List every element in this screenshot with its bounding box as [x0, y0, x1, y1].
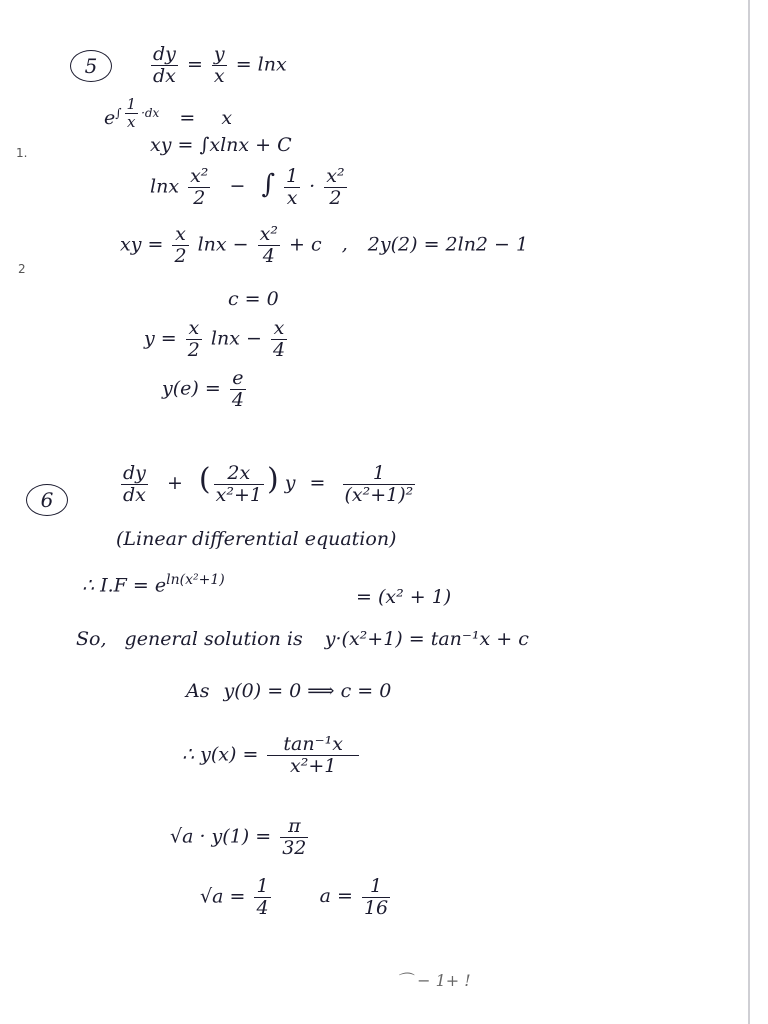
q5-line-2 — [104, 96, 232, 130]
equals: = — [179, 106, 196, 129]
x: x — [286, 186, 298, 209]
exponent: ln(x²+1) — [166, 572, 225, 588]
dy: dy — [123, 461, 146, 484]
dx: ·dx — [141, 105, 160, 120]
x-squared: x² — [190, 165, 209, 187]
q5-line-1 — [148, 44, 287, 87]
four: 4 — [272, 338, 286, 361]
q5-line-7 — [144, 318, 290, 361]
four: 4 — [256, 896, 269, 919]
q6-line-7 — [182, 734, 362, 777]
x: x — [127, 112, 136, 131]
lnx: lnx — [150, 175, 180, 198]
two: 2 — [193, 186, 206, 209]
q6-line-8 — [170, 816, 311, 859]
q5-line-6: c = 0 — [228, 288, 279, 310]
x: x — [172, 224, 188, 246]
bottom-scribble: ⌒ − 1+ ! — [396, 971, 471, 990]
y-equals: y = — [144, 327, 177, 350]
thirty-two: 32 — [282, 836, 307, 859]
condition: y(0) = 0 ⟹ c = 0 — [223, 680, 392, 702]
y-of-e: y(e) = — [162, 377, 221, 400]
x-denominator: x — [213, 64, 225, 87]
q6-line-4: = (x² + 1) — [356, 586, 452, 608]
comma: , — [341, 233, 348, 256]
q6-line-5 — [76, 628, 529, 651]
initial-condition: 2y(2) = 2ln2 − 1 — [367, 233, 529, 256]
one: 1 — [343, 463, 416, 485]
two: 2 — [187, 338, 200, 361]
pi: π — [280, 816, 308, 838]
x-squared-plus-1-squared: (x²+1)² — [344, 483, 414, 506]
close-paren: ) — [266, 462, 279, 497]
dot: · — [309, 175, 316, 198]
one: 1 — [256, 875, 269, 897]
a-equals: a = — [319, 885, 353, 908]
q6-line-3 — [82, 572, 225, 597]
plus: + — [166, 472, 183, 494]
four: 4 — [231, 388, 244, 411]
plus-c: + c — [289, 233, 322, 256]
two: 2 — [329, 186, 342, 209]
equals: = — [309, 472, 326, 494]
equals: = — [186, 53, 203, 76]
y-of-x-equals: ∴ y(x) = — [182, 743, 259, 766]
sqrt-a-equals: √a = — [200, 885, 246, 908]
y-numerator: y — [213, 43, 225, 65]
q5-line-8 — [162, 368, 249, 411]
x: x — [186, 318, 202, 340]
dy: dy — [153, 43, 176, 65]
x-squared: x² — [326, 165, 345, 187]
x: x — [221, 106, 233, 129]
one: 1 — [126, 95, 137, 113]
y: y — [284, 472, 296, 494]
sixteen: 16 — [363, 896, 389, 919]
q5-line-5 — [120, 224, 528, 267]
integral: ∫ — [115, 105, 122, 120]
q6-line-2: (Linear differential equation) — [116, 528, 397, 550]
lnx: = lnx — [235, 53, 287, 76]
lnx-minus: lnx − — [197, 233, 249, 256]
e: e — [230, 368, 246, 390]
question-5-number: 5 — [70, 50, 112, 82]
q6-line-6 — [186, 680, 391, 703]
e: e — [154, 574, 167, 597]
two: 2 — [174, 244, 187, 267]
general-solution-text: general solution is — [124, 628, 303, 650]
sqrt-a-times-y1: √a · y(1) = — [170, 825, 272, 848]
arctan-x: tan⁻¹x — [267, 734, 359, 756]
open-paren: ( — [198, 462, 211, 497]
four: 4 — [262, 244, 275, 267]
dx: dx — [153, 64, 176, 87]
x: x — [271, 318, 287, 340]
margin-mark-2: 2 — [18, 262, 26, 276]
x-squared-plus-1: x²+1 — [215, 483, 262, 506]
q6-line-9 — [200, 876, 393, 919]
q5-line-3: xy = ∫xlnx + C — [150, 134, 292, 156]
lnx-minus: lnx − — [210, 327, 262, 350]
x-squared-plus-1: x²+1 — [290, 754, 337, 777]
integral: ∫ — [261, 169, 275, 200]
dx: dx — [123, 483, 146, 506]
one: 1 — [286, 165, 299, 187]
margin-mark-1: 1. — [16, 146, 28, 160]
page-edge-line — [748, 0, 750, 1024]
q5-line-4 — [150, 166, 350, 209]
x-squared: x² — [259, 223, 278, 245]
q6-line-1 — [118, 462, 418, 505]
question-6-number: 6 — [26, 484, 68, 516]
integrating-factor: ∴ I.F = — [82, 574, 149, 597]
one: 1 — [362, 876, 390, 898]
general-solution: y·(x²+1) = tan⁻¹x + c — [324, 628, 529, 650]
e: e — [104, 106, 116, 129]
two-x: 2x — [214, 463, 264, 485]
xy-equals: xy = — [120, 233, 164, 256]
so: So, — [76, 628, 107, 650]
as: As — [186, 680, 210, 702]
minus: − — [229, 175, 246, 198]
